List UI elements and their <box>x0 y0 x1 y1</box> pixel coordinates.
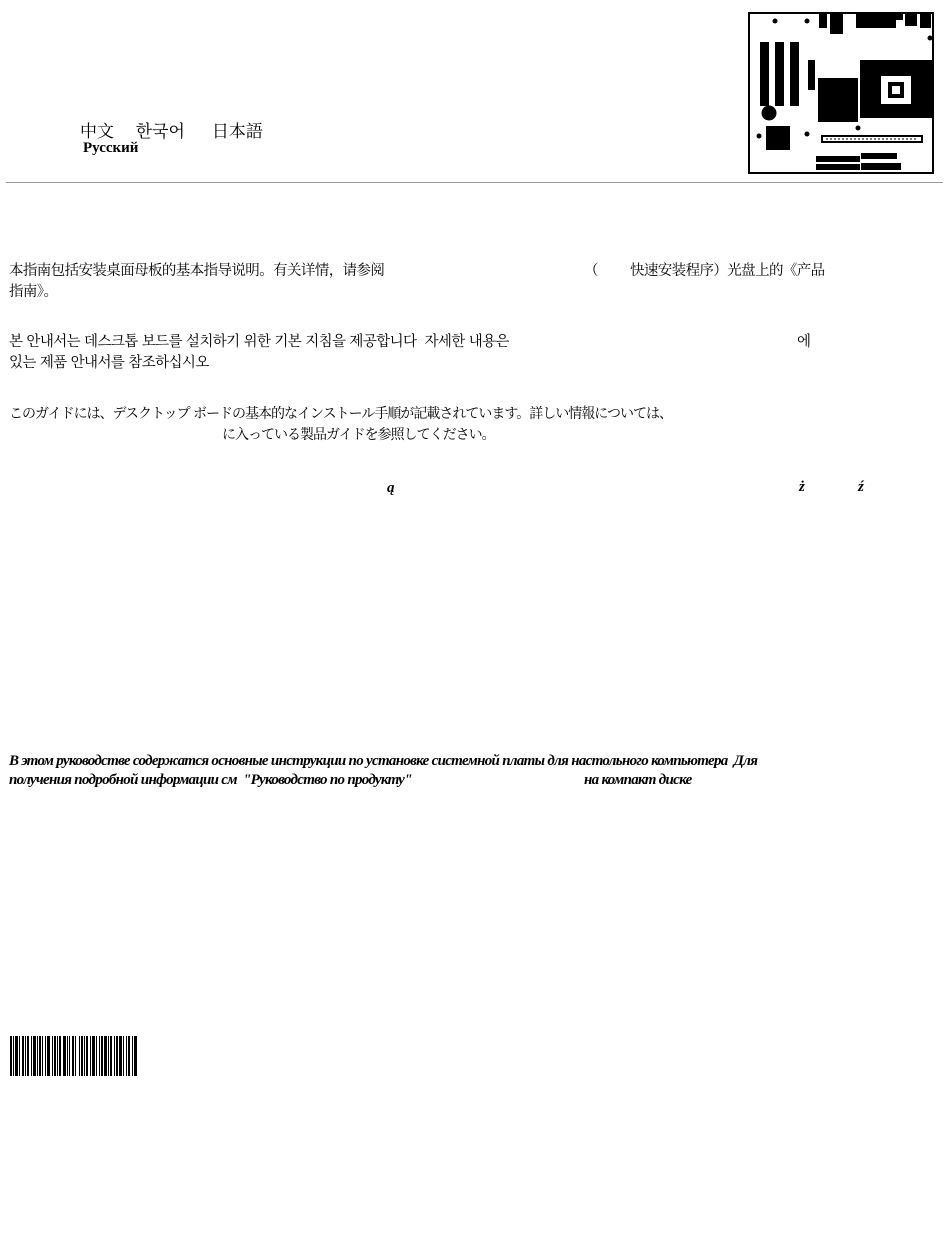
paragraph-chinese-line2: 指南》。 <box>9 284 58 300</box>
paragraph-japanese-line1: このガイドには、デスクトップ ボードの基本的なインストール手順が記載されています。詳しい情報については、 <box>9 406 672 422</box>
text-fragment: ź <box>858 479 864 495</box>
paragraph-korean-line1b: 에 <box>797 334 811 350</box>
paragraph-korean-line2: 있는 제품 안내서를 참조하십시오 <box>9 355 209 371</box>
paragraph-russian-line1: В этом руководстве содержатся основные инструкции по установке системной платы для настольного компьютера Для <box>9 753 758 769</box>
text-fragment: ż <box>799 479 805 495</box>
header-divider <box>6 182 943 183</box>
text-fragment: ą <box>387 480 395 496</box>
language-russian: Русский <box>83 140 139 156</box>
paragraph-japanese-line2: に入っている製品ガイドを参照してください。 <box>222 427 495 443</box>
motherboard-diagram-icon <box>748 12 934 174</box>
paragraph-russian-line2b: на компакт диске <box>584 772 692 788</box>
paragraph-korean-line1a: 본 안내서는 데스크톱 보드를 설치하기 위한 기본 지침을 제공합니다 자세한 내용은 <box>9 334 509 350</box>
barcode-icon <box>10 1036 225 1076</box>
paragraph-chinese-line1b: （ 快速安装程序）光盘上的《产品 <box>584 263 825 279</box>
paragraph-chinese-line1a: 本指南包括安装桌面母板的基本指导说明。有关详情，请参阅 <box>9 263 385 279</box>
paragraph-russian-line2a: получения подробной информации см "Руководство по продукту" <box>9 772 412 788</box>
language-list: 中文 한국어 日本語 <box>80 122 263 142</box>
